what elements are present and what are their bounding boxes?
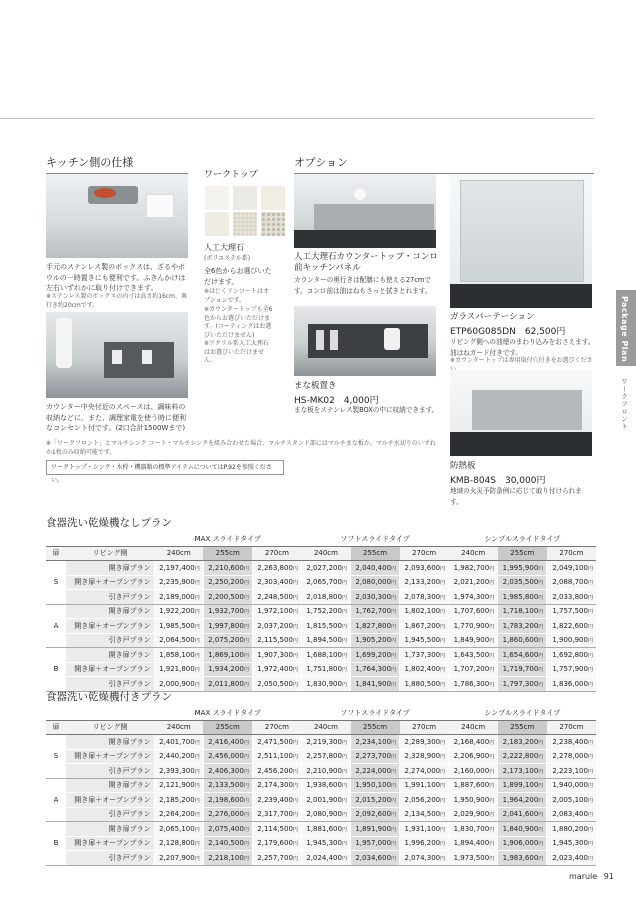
table-row <box>46 590 596 605</box>
price-cell: 1,945,300円 <box>301 836 350 851</box>
width-header: 255cm <box>351 720 400 735</box>
table-row <box>46 619 596 634</box>
price-cell: 1,906,000円 <box>498 836 547 851</box>
price-cell: 1,932,700円 <box>203 604 252 619</box>
price-cell: 1,957,000円 <box>351 836 400 851</box>
price-cell: 2,317,700円 <box>252 807 301 822</box>
price-cell: 2,210,900円 <box>301 764 350 779</box>
door-cell: A <box>46 604 66 648</box>
worktop-name: 人工大理石 <box>204 243 244 252</box>
price-cell: 1,964,200円 <box>498 793 547 808</box>
price-cell: 2,289,300円 <box>400 735 449 750</box>
table2-title: 食器洗い乾燥機付きプラン <box>46 691 172 703</box>
price-cell: 2,075,200円 <box>203 633 252 648</box>
price-cell: 2,406,300円 <box>203 764 252 779</box>
plan-cell: 引き戸プラン <box>66 764 154 779</box>
price-cell: 2,174,300円 <box>252 778 301 793</box>
plan-cell: 引き戸プラン <box>66 677 154 692</box>
price-cell: 2,134,500円 <box>400 807 449 822</box>
price-cell: 2,018,800円 <box>301 590 350 605</box>
price-cell: 1,770,900円 <box>449 619 498 634</box>
width-header: 255cm <box>498 720 547 735</box>
price-cell: 2,065,700円 <box>301 575 350 590</box>
option-cuttingboard-photo <box>294 306 436 376</box>
plan-cell: 開き扉プラン <box>66 561 154 576</box>
price-cell: 1,985,800円 <box>498 590 547 605</box>
price-cell: 2,075,400円 <box>203 822 252 837</box>
table-row <box>46 851 596 866</box>
door-header: 扉 <box>46 720 66 735</box>
plan-cell: 開き扉＋オープンプラン <box>66 575 154 590</box>
price-cell: 2,328,900円 <box>400 749 449 764</box>
table-row <box>46 793 596 808</box>
price-cell: 2,027,200円 <box>301 561 350 576</box>
table-row <box>46 735 596 750</box>
footer-page: 91 <box>603 872 614 881</box>
price-cell: 2,234,100円 <box>351 735 400 750</box>
price-cell: 1,815,500円 <box>301 619 350 634</box>
price-cell: 1,931,100円 <box>400 822 449 837</box>
price-cell: 1,982,700円 <box>449 561 498 576</box>
worktop-swatch-5 <box>233 212 257 236</box>
plan-cell: 引き戸プラン <box>66 590 154 605</box>
option-glass-photo <box>450 174 592 308</box>
price-cell: 2,034,600円 <box>351 851 400 866</box>
table-row <box>46 662 596 677</box>
width-header: 270cm <box>252 720 301 735</box>
table-row <box>46 807 596 822</box>
plan-cell: 開き扉プラン <box>66 778 154 793</box>
price-cell: 2,224,000円 <box>351 764 400 779</box>
price-cell: 1,899,100円 <box>498 778 547 793</box>
price-cell: 1,921,800円 <box>154 662 203 677</box>
price-cell: 2,416,400円 <box>203 735 252 750</box>
price-cell: 2,183,200円 <box>498 735 547 750</box>
price-cell: 2,041,600円 <box>498 807 547 822</box>
price-cell: 2,273,700円 <box>351 749 400 764</box>
plan-cell: 開き扉＋オープンプラン <box>66 619 154 634</box>
plan-cell: 開き扉＋オープンプラン <box>66 836 154 851</box>
width-header: 270cm <box>547 546 596 561</box>
price-cell: 1,880,200円 <box>547 822 596 837</box>
top-rule <box>0 118 594 119</box>
price-cell: 2,456,000円 <box>203 749 252 764</box>
price-cell: 2,114,500円 <box>252 822 301 837</box>
footer <box>569 872 614 881</box>
price-cell: 2,250,200円 <box>203 575 252 590</box>
price-cell: 2,024,400円 <box>301 851 350 866</box>
price-cell: 1,997,800円 <box>203 619 252 634</box>
price-cell: 2,011,800円 <box>203 677 252 692</box>
kitchen-spec-text2: カウンター中央付近のスペースは、調味料の収納などに。また、調理家電を使う時に便利なコンセント付です。(2口合計1500Wまで) <box>46 403 186 432</box>
note-box: ワークトップ・シンク・水栓・機器類の標準アイテムについてはP.92を参照ください。 <box>46 460 284 475</box>
price-cell: 1,934,200円 <box>203 662 252 677</box>
worktop-note3: ※アクリル系人工大理石はお選びいただけません。 <box>204 340 269 365</box>
price-cell: 1,905,200円 <box>351 633 400 648</box>
option4-name: 防熱板 <box>450 461 476 471</box>
price-cell: 2,050,500円 <box>252 677 301 692</box>
price-cell: 1,880,500円 <box>400 677 449 692</box>
option2-code: HS-MK02 4,000円 <box>294 396 379 406</box>
price-cell: 2,133,200円 <box>400 575 449 590</box>
price-cell: 1,757,500円 <box>547 604 596 619</box>
door-cell: S <box>46 735 66 779</box>
door-header: 扉 <box>46 546 66 561</box>
option-heatshield-photo <box>450 370 592 456</box>
plan-cell: 引き戸プラン <box>66 851 154 866</box>
price-cell: 1,802,100円 <box>400 604 449 619</box>
price-cell: 1,849,900円 <box>449 633 498 648</box>
price-cell: 1,894,500円 <box>301 633 350 648</box>
option4-desc: 地域の火災予防条例に応じて取り付けられます。 <box>450 487 582 506</box>
price-cell: 2,093,600円 <box>400 561 449 576</box>
width-header: 240cm <box>301 720 350 735</box>
price-cell: 1,830,900円 <box>301 677 350 692</box>
price-cell: 2,185,200円 <box>154 793 203 808</box>
worktop-note2: ※カウンタートップも全6色からお選びいただけます。(コーティングはお選びいただけません) <box>204 306 273 339</box>
option-counter-photo <box>294 174 436 248</box>
price-cell: 2,238,400円 <box>547 735 596 750</box>
price-cell: 2,263,800円 <box>252 561 301 576</box>
plan-cell: 開き扉プラン <box>66 648 154 663</box>
price-cell: 1,907,300円 <box>252 648 301 663</box>
worktop-note1: ※はじくリンコートはオプションです。 <box>204 288 270 304</box>
price-cell: 2,092,600円 <box>351 807 400 822</box>
kitchen-spec-title: キッチン側の仕様 <box>46 154 188 174</box>
price-cell: 2,239,400円 <box>252 793 301 808</box>
price-cell: 2,133,500円 <box>203 778 252 793</box>
price-cell: 2,207,900円 <box>154 851 203 866</box>
price-cell: 1,950,900円 <box>449 793 498 808</box>
width-header: 255cm <box>203 546 252 561</box>
price-cell: 1,688,100円 <box>301 648 350 663</box>
door-cell: A <box>46 778 66 822</box>
table-row <box>46 561 596 576</box>
table-row <box>46 764 596 779</box>
price-cell: 1,827,800円 <box>351 619 400 634</box>
price-cell: 2,257,700円 <box>252 851 301 866</box>
width-header: 240cm <box>301 546 350 561</box>
kitchen-box-photo <box>46 174 188 258</box>
width-header: 240cm <box>449 720 498 735</box>
price-cell: 2,197,400円 <box>154 561 203 576</box>
type-header: ソフトスライドタイプ <box>301 532 448 546</box>
width-header: 240cm <box>154 720 203 735</box>
price-cell: 2,222,800円 <box>498 749 547 764</box>
price-cell: 1,900,900円 <box>547 633 596 648</box>
option3-name: ガラスパーテーション <box>450 312 535 322</box>
option2-name: まな板置き <box>294 381 337 391</box>
price-cell: 1,802,400円 <box>400 662 449 677</box>
width-header: 270cm <box>252 546 301 561</box>
worktop-swatch-1 <box>205 186 229 210</box>
footer-brand: marule <box>569 872 598 881</box>
price-cell: 1,719,700円 <box>498 662 547 677</box>
price-cell: 1,973,500円 <box>449 851 498 866</box>
option4-code: KMB-804S 30,000円 <box>450 476 546 486</box>
worktop-swatch-2 <box>233 186 257 210</box>
kitchen-spec-text1: 手元のステンレス製のボックスは、ざるやボウルの一時置きにも便利です。ふきんかけは左右いずれかに取り付けできます。 <box>46 263 186 292</box>
table-row <box>46 778 596 793</box>
price-cell: 1,945,500円 <box>400 633 449 648</box>
price-cell: 1,836,000円 <box>547 677 596 692</box>
price-cell: 2,276,000円 <box>203 807 252 822</box>
price-cell: 2,080,900円 <box>301 807 350 822</box>
living-header: リビング側 <box>66 546 154 561</box>
type-header: ソフトスライドタイプ <box>301 706 448 720</box>
price-cell: 2,056,200円 <box>400 793 449 808</box>
table-row <box>46 604 596 619</box>
option1-desc: カウンターの奥行きは配膳にも使える27cmです。コンロ前は油はねもさっと拭きとれます。 <box>294 276 432 295</box>
price-cell: 2,393,300円 <box>154 764 203 779</box>
plan-cell: 開き扉プラン <box>66 822 154 837</box>
price-cell: 1,762,700円 <box>351 604 400 619</box>
plan-cell: 引き戸プラン <box>66 633 154 648</box>
price-cell: 1,858,100円 <box>154 648 203 663</box>
price-cell: 2,206,900円 <box>449 749 498 764</box>
side-tab-label: Package Plan <box>620 296 629 363</box>
price-cell: 1,869,100円 <box>203 648 252 663</box>
price-cell: 2,179,600円 <box>252 836 301 851</box>
kitchen-spec-note1: ※ステンレス製のボックスの内寸は高さ約16cm、奥行き約20cmです。 <box>46 293 187 309</box>
price-cell: 1,707,600円 <box>449 604 498 619</box>
price-cell: 2,074,300円 <box>400 851 449 866</box>
price-cell: 2,303,400円 <box>252 575 301 590</box>
width-header: 270cm <box>400 546 449 561</box>
price-cell: 1,764,300円 <box>351 662 400 677</box>
price-cell: 2,021,200円 <box>449 575 498 590</box>
price-cell: 1,887,600円 <box>449 778 498 793</box>
price-cell: 2,168,400円 <box>449 735 498 750</box>
price-cell: 2,401,700円 <box>154 735 203 750</box>
price-cell: 2,115,500円 <box>252 633 301 648</box>
price-cell: 2,033,800円 <box>547 590 596 605</box>
worktop-title: ワークトップ <box>204 170 258 180</box>
price-cell: 2,015,200円 <box>351 793 400 808</box>
width-header: 255cm <box>498 546 547 561</box>
price-cell: 2,210,600円 <box>203 561 252 576</box>
plan-cell: 開き扉プラン <box>66 735 154 750</box>
type-header: シンプルスライドタイプ <box>449 532 596 546</box>
price-cell: 2,278,000円 <box>547 749 596 764</box>
price-cell: 1,692,800円 <box>547 648 596 663</box>
price-cell: 2,440,200円 <box>154 749 203 764</box>
plan-cell: 開き扉＋オープンプラン <box>66 749 154 764</box>
price-cell: 1,830,700円 <box>449 822 498 837</box>
price-cell: 2,035,500円 <box>498 575 547 590</box>
price-cell: 2,049,100円 <box>547 561 596 576</box>
price-cell: 2,189,000円 <box>154 590 203 605</box>
side-tab-sub: ワークフロント <box>620 378 628 431</box>
table-row <box>46 633 596 648</box>
price-cell: 2,121,900円 <box>154 778 203 793</box>
price-table-with-dishwasher <box>46 706 596 866</box>
table1-title: 食器洗い乾燥機なしプラン <box>46 517 172 529</box>
price-cell: 2,223,100円 <box>547 764 596 779</box>
table-row <box>46 836 596 851</box>
option2-desc: まな板をステンレス製BOXの中に収納できます。 <box>294 406 439 414</box>
price-cell: 1,996,200円 <box>400 836 449 851</box>
width-header: 270cm <box>400 720 449 735</box>
worktop-sub: (ポリエステル系) <box>204 255 251 262</box>
table-row <box>46 648 596 663</box>
width-header: 270cm <box>547 720 596 735</box>
door-cell: S <box>46 561 66 605</box>
plan-cell: 開き扉プラン <box>66 604 154 619</box>
price-cell: 1,972,100円 <box>252 604 301 619</box>
type-header: MAX スライドタイプ <box>154 532 301 546</box>
price-cell: 1,841,900円 <box>351 677 400 692</box>
price-cell: 1,950,100円 <box>351 778 400 793</box>
price-cell: 2,235,900円 <box>154 575 203 590</box>
price-cell: 2,078,300円 <box>400 590 449 605</box>
price-cell: 2,029,900円 <box>449 807 498 822</box>
price-cell: 1,737,300円 <box>400 648 449 663</box>
price-cell: 2,274,000円 <box>400 764 449 779</box>
counter-outlet-photo <box>46 312 188 398</box>
price-cell: 2,001,900円 <box>301 793 350 808</box>
price-cell: 1,752,200円 <box>301 604 350 619</box>
price-cell: 2,037,200円 <box>252 619 301 634</box>
price-cell: 1,983,600円 <box>498 851 547 866</box>
price-cell: 2,064,500円 <box>154 633 203 648</box>
price-cell: 2,200,500円 <box>203 590 252 605</box>
price-cell: 1,922,200円 <box>154 604 203 619</box>
option3-note: ※カウンタートップは専用取付穴付きをお選びくださ <box>450 357 593 364</box>
type-header: シンプルスライドタイプ <box>449 706 596 720</box>
price-cell: 1,881,600円 <box>301 822 350 837</box>
price-cell: 2,088,700円 <box>547 575 596 590</box>
price-cell: 1,718,100円 <box>498 604 547 619</box>
price-cell: 1,797,300円 <box>498 677 547 692</box>
width-header: 255cm <box>351 546 400 561</box>
price-cell: 1,757,900円 <box>547 662 596 677</box>
price-cell: 1,938,600円 <box>301 778 350 793</box>
plan-cell: 開き扉＋オープンプラン <box>66 793 154 808</box>
table-row <box>46 749 596 764</box>
price-cell: 1,822,600円 <box>547 619 596 634</box>
type-header: MAX スライドタイプ <box>154 706 301 720</box>
price-cell: 1,786,300円 <box>449 677 498 692</box>
price-cell: 1,974,300円 <box>449 590 498 605</box>
price-cell: 2,005,100円 <box>547 793 596 808</box>
price-cell: 1,972,400円 <box>252 662 301 677</box>
price-cell: 2,000,900円 <box>154 677 203 692</box>
price-cell: 1,985,500円 <box>154 619 203 634</box>
width-header: 255cm <box>203 720 252 735</box>
price-cell: 1,643,500円 <box>449 648 498 663</box>
price-cell: 2,198,600円 <box>203 793 252 808</box>
width-header: 240cm <box>449 546 498 561</box>
price-cell: 1,891,900円 <box>351 822 400 837</box>
price-table-no-dishwasher <box>46 532 596 692</box>
price-cell: 1,860,600円 <box>498 633 547 648</box>
price-cell: 1,840,900円 <box>498 822 547 837</box>
price-cell: 2,218,100円 <box>203 851 252 866</box>
price-cell: 2,030,300円 <box>351 590 400 605</box>
price-cell: 2,173,100円 <box>498 764 547 779</box>
price-cell: 1,707,200円 <box>449 662 498 677</box>
price-cell: 2,083,400円 <box>547 807 596 822</box>
price-cell: 2,023,400円 <box>547 851 596 866</box>
price-cell: 2,264,200円 <box>154 807 203 822</box>
worktop-swatch-4 <box>205 212 229 236</box>
worktop-desc: 全6色からお選びいただけます。 <box>204 267 272 286</box>
price-cell: 2,248,500円 <box>252 590 301 605</box>
door-cell: B <box>46 822 66 866</box>
options-title: オプション <box>294 154 594 174</box>
worktop-swatch-3 <box>261 186 285 210</box>
living-header: リビング側 <box>66 720 154 735</box>
price-cell: 2,471,500円 <box>252 735 301 750</box>
price-cell: 1,991,100円 <box>400 778 449 793</box>
price-cell: 1,654,600円 <box>498 648 547 663</box>
door-cell: B <box>46 648 66 692</box>
price-cell: 2,456,200円 <box>252 764 301 779</box>
price-cell: 1,940,000円 <box>547 778 596 793</box>
option3-desc: リビング側への油煙のまわり込みをおさえます。油はねガード付きです。 <box>450 338 595 357</box>
price-cell: 1,867,200円 <box>400 619 449 634</box>
price-cell: 2,065,100円 <box>154 822 203 837</box>
price-cell: 2,219,300円 <box>301 735 350 750</box>
price-cell: 1,751,800円 <box>301 662 350 677</box>
price-cell: 2,040,400円 <box>351 561 400 576</box>
price-cell: 1,945,300円 <box>547 836 596 851</box>
price-cell: 2,128,800円 <box>154 836 203 851</box>
price-cell: 2,511,100円 <box>252 749 301 764</box>
price-cell: 2,160,000円 <box>449 764 498 779</box>
price-cell: 2,257,800円 <box>301 749 350 764</box>
width-header: 240cm <box>154 546 203 561</box>
option1-name: 人工大理石カウンタートップ・コンロ前キッチンパネル <box>294 252 438 273</box>
table-row <box>46 575 596 590</box>
price-cell: 1,699,200円 <box>351 648 400 663</box>
side-tab <box>616 290 636 366</box>
option3-code: ETP60G085DN 62,500円 <box>450 327 566 337</box>
footnote: ※「ワークフロント」とマルチシンク コート・マルチシンクを組み合わせた場合、マルチスタンド部にはマルチまな板か、マルチ水切りのいずれか1枚のみ収納可能です。 <box>46 440 436 456</box>
price-cell: 1,995,900円 <box>498 561 547 576</box>
price-cell: 2,080,000円 <box>351 575 400 590</box>
price-cell: 1,783,200円 <box>498 619 547 634</box>
plan-cell: 引き戸プラン <box>66 807 154 822</box>
worktop-swatch-6 <box>261 212 285 236</box>
plan-cell: 開き扉＋オープンプラン <box>66 662 154 677</box>
price-cell: 2,140,500円 <box>203 836 252 851</box>
price-cell: 1,894,400円 <box>449 836 498 851</box>
table-row <box>46 822 596 837</box>
